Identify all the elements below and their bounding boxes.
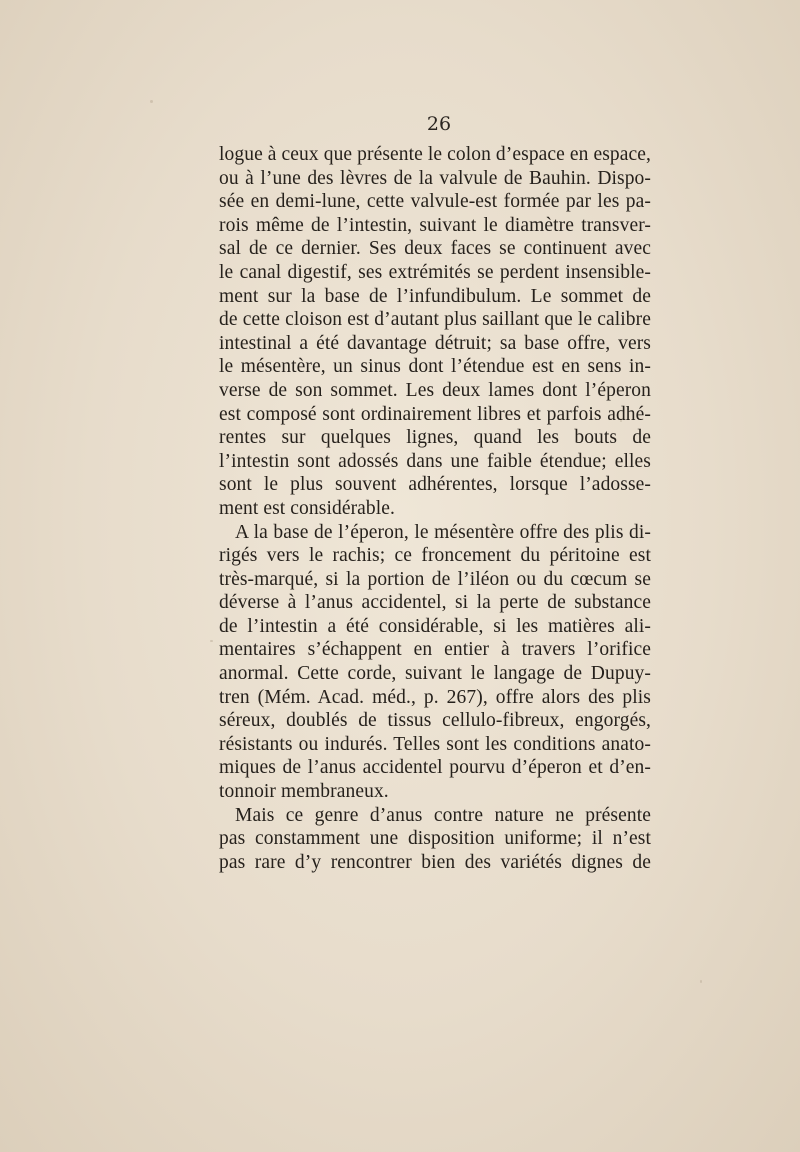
paper-speck xyxy=(150,100,153,103)
paragraph-3 xyxy=(219,804,651,875)
text-line: le mésentère, un sinus dont l’étendue est en sens in- xyxy=(219,356,651,378)
text-line: le canal digestif, ses extrémités se perdent insensible- xyxy=(219,261,651,283)
text-line: résistants ou indurés. Telles sont les conditions anato- xyxy=(219,733,651,755)
text-line: est composé sont ordinairement libres et parfois adhé- xyxy=(219,403,651,425)
text-line: Mais ce genre d’anus contre nature ne présente xyxy=(235,804,651,826)
text-line: miques de l’anus accidentel pourvu d’éperon et d’en- xyxy=(219,757,651,779)
paragraph-1 xyxy=(219,143,651,521)
text-line: déverse à l’anus accidentel, si la perte de substance xyxy=(219,592,651,614)
text-line: ou à l’une des lèvres de la valvule de Bauhin. Dispo- xyxy=(219,167,651,189)
text-line: intestinal a été davantage détruit; sa base offre, vers xyxy=(219,332,651,354)
text-line: A la base de l’éperon, le mésentère offre des plis di- xyxy=(235,521,651,543)
text-line: anormal. Cette corde, suivant le langage de Dupuy- xyxy=(219,663,651,685)
text-line: de l’intestin a été considérable, si les matières ali- xyxy=(219,615,651,637)
text-line: mentaires s’échappent en entier à travers l’orifice xyxy=(219,639,651,661)
paper-speck xyxy=(210,640,213,642)
text-line: l’intestin sont adossés dans une faible étendue; elles xyxy=(219,450,651,472)
text-line: sont le plus souvent adhérentes, lorsque l’adosse- xyxy=(219,474,651,496)
text-line: ment sur la base de l’infundibulum. Le sommet de xyxy=(219,285,651,307)
text-line: verse de son sommet. Les deux lames dont l’éperon xyxy=(219,379,651,401)
text-line: sal de ce dernier. Ses deux faces se continuent avec xyxy=(219,238,651,260)
text-line: séreux, doublés de tissus cellulo-fibreux, engorgés, xyxy=(219,710,651,732)
text-line: logue à ceux que présente le colon d’espace en espace, xyxy=(219,144,652,165)
paragraph-2 xyxy=(219,521,651,804)
body-text xyxy=(219,143,651,874)
page-number: 26 xyxy=(426,113,452,135)
text-line: de cette cloison est d’autant plus saillant que le calibre xyxy=(219,309,651,331)
text-line: très-marqué, si la portion de l’iléon ou du cœcum se xyxy=(219,568,651,590)
text-line: ment est considérable. xyxy=(219,497,396,519)
paper-speck xyxy=(700,980,702,983)
text-line: pas constamment une disposition uniforme; il n’est xyxy=(219,828,651,850)
text-line: rigés vers le rachis; ce froncement du péritoine est xyxy=(219,545,651,567)
text-line: tonnoir membraneux. xyxy=(219,781,389,803)
text-line: sée en demi-lune, cette valvule-est formée par les pa- xyxy=(219,191,651,213)
text-line: rois même de l’intestin, suivant le diamètre transver- xyxy=(219,214,651,236)
text-line: rentes sur quelques lignes, quand les bouts de xyxy=(219,427,651,449)
text-line: tren (Mém. Acad. méd., p. 267), offre alors des plis xyxy=(219,686,651,708)
text-line: pas rare d’y rencontrer bien des variétés dignes de xyxy=(219,851,651,873)
